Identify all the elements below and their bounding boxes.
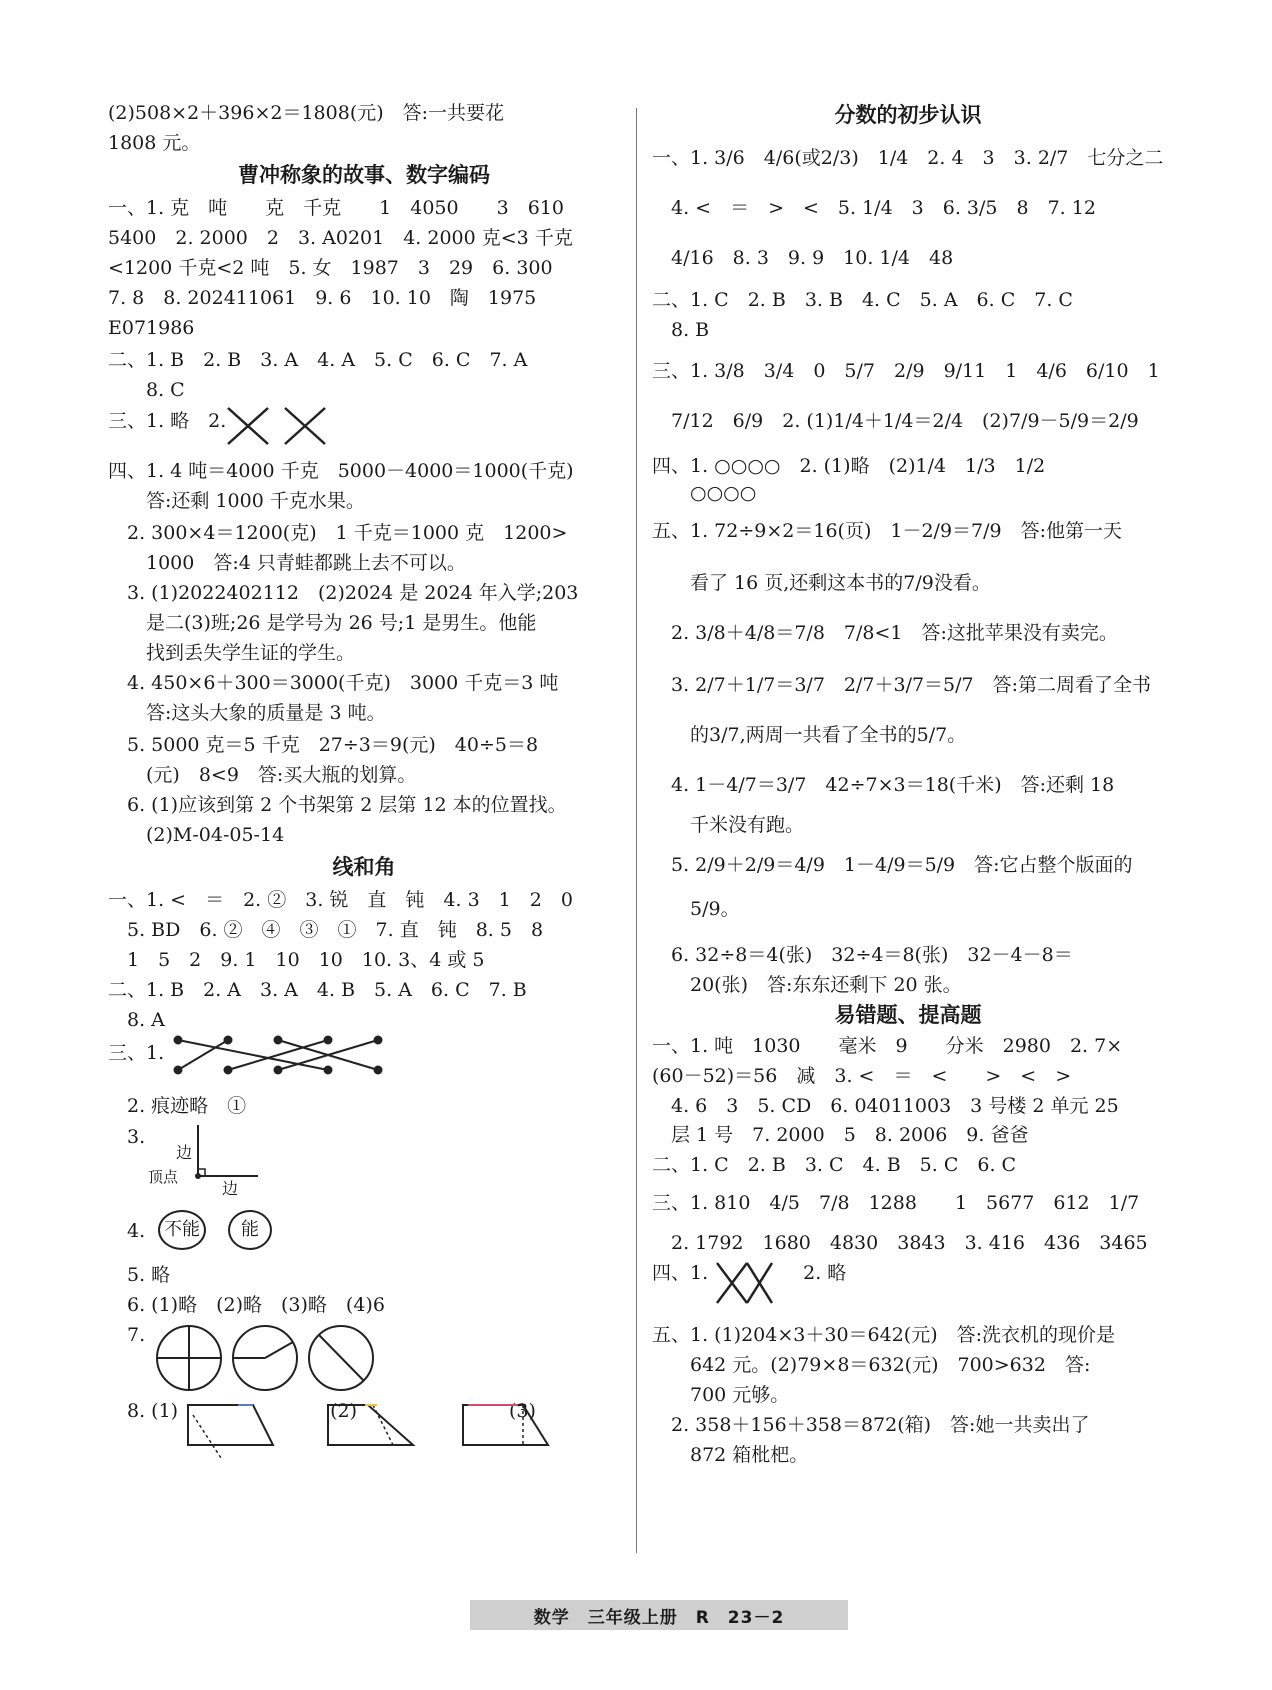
text-line: 3. (1)2022402112 (2)2024 是 2024 年入学;203 xyxy=(108,582,579,604)
section-title-fractions: 分数的初步认识 xyxy=(834,103,982,127)
text-line: 642 元。(2)79×8＝632(元) 700>632 答: xyxy=(652,1354,1091,1376)
text-line: 的3/7,两周一共看了全书的5/7。 xyxy=(652,724,967,746)
text-line: 一、1. < ＝ 2. ② 3. 锐 直 钝 4. 3 1 2 0 xyxy=(108,889,573,911)
text-line: 三、1. 略 2. xyxy=(108,410,227,432)
text-line: 2. 1792 1680 4830 3843 3. 416 436 3465 xyxy=(652,1232,1148,1254)
text-line: 4. 1－4/7＝3/7 42÷7×3＝18(千米) 答:还剩 18 xyxy=(652,774,1115,796)
text-line: 4. xyxy=(108,1220,146,1242)
text-line: 五、1. (1)204×3＋30＝642(元) 答:洗衣机的现价是 xyxy=(652,1324,1116,1346)
angle-edge-label: 边 xyxy=(176,1143,193,1162)
text-line: ○○○○ xyxy=(652,482,757,504)
text-line: 7. xyxy=(108,1324,146,1346)
text-line: 2. 300×4＝1200(克) 1 千克＝1000 克 1200> xyxy=(108,522,568,544)
text-line: 一、1. 吨 1030 毫米 9 分米 2980 2. 7× xyxy=(652,1035,1123,1057)
text-line: 2. 痕迹略 ① xyxy=(108,1095,247,1117)
text-line: 1 5 2 9. 1 10 10 10. 3、4 或 5 xyxy=(108,949,485,971)
text-line: 3. 2/7＋1/7＝3/7 2/7＋3/7＝5/7 答:第二周看了全书 xyxy=(652,674,1152,696)
text-line: 二、1. C 2. B 3. C 4. B 5. C 6. C xyxy=(652,1154,1017,1176)
column-divider xyxy=(636,108,637,1553)
text-line: 7/12 6/9 2. (1)1/4＋1/4＝2/4 (2)7/9－5/9＝2/9 xyxy=(652,410,1139,432)
text-line: 四、1. ○○○○ 2. (1)略 (2)1/4 1/3 1/2 xyxy=(652,455,1046,477)
matching-lines-figure xyxy=(712,1258,782,1308)
text-line: (元) 8<9 答:买大瓶的划算。 xyxy=(108,764,417,786)
text-line: 层 1 号 7. 2000 5 8. 2006 9. 爸爸 xyxy=(652,1124,1029,1146)
text-line: 4. 6 3 5. CD 6. 04011003 3 号楼 2 单元 25 xyxy=(652,1095,1119,1117)
cross-lines-figure xyxy=(223,404,333,448)
text-line: 7. 8 8. 202411061 9. 6 10. 10 陶 1975 xyxy=(108,287,537,309)
text-line: 四、1. 4 吨＝4000 千克 5000－4000＝1000(千克) xyxy=(108,460,574,482)
text-line: 2. 358＋156＋358＝872(箱) 答:她一共卖出了 xyxy=(652,1414,1090,1436)
section-title-cao-chong: 曹冲称象的故事、数字编码 xyxy=(238,163,490,187)
text-line: 5400 2. 2000 2 3. A0201 4. 2000 克<3 千克 xyxy=(108,227,573,249)
text-line: 四、1. 2. 略 xyxy=(652,1262,847,1284)
text-line: 4/16 8. 3 9. 9 10. 1/4 48 xyxy=(652,247,954,269)
text-line: 6. (1)略 (2)略 (3)略 (4)6 xyxy=(108,1294,385,1316)
text-line: 5. 5000 克＝5 千克 27÷3＝9(元) 40÷5＝8 xyxy=(108,734,539,756)
text-line: 三、1. 810 4/5 7/8 1288 1 5677 612 1/7 xyxy=(652,1192,1140,1214)
circle-division-figure xyxy=(153,1322,383,1394)
text-line: 找到丢失学生证的学生。 xyxy=(108,642,356,664)
trapezoid-figure xyxy=(183,1400,583,1460)
text-line: 8. C xyxy=(108,379,185,401)
text-line: 一、1. 3/6 4/6(或2/3) 1/4 2. 4 3 3. 2/7 七分之二 xyxy=(652,147,1164,169)
text-line: 答:这头大象的质量是 3 吨。 xyxy=(108,702,386,724)
text-line: 1808 元。 xyxy=(108,132,201,154)
text-line: 5/9。 xyxy=(652,898,740,920)
text-line: 二、1. B 2. A 3. A 4. B 5. A 6. C 7. B xyxy=(108,979,527,1001)
page-footer: 数学 三年级上册 R 23－2 xyxy=(470,1600,848,1630)
text-line: 6. (1)应该到第 2 个书架第 2 层第 12 本的位置找。 xyxy=(108,794,567,816)
text-line: 三、1. xyxy=(108,1042,165,1064)
text-line: <1200 千克<2 吨 5. 女 1987 3 29 6. 300 xyxy=(108,257,553,279)
angle-edge-label: 边 xyxy=(222,1179,239,1198)
text-line: 是二(3)班;26 是学号为 26 号;1 是男生。他能 xyxy=(108,612,537,634)
text-line: 千米没有跑。 xyxy=(652,814,805,836)
text-line: 一、1. 克 吨 克 千克 1 4050 3 610 xyxy=(108,197,564,219)
text-line: 二、1. C 2. B 3. B 4. C 5. A 6. C 7. C xyxy=(652,289,1073,311)
text-line: 6. 32÷8＝4(张) 32÷4＝8(张) 32－4－8＝ xyxy=(652,944,1073,966)
text-line: 2. 3/8＋4/8＝7/8 7/8<1 答:这批苹果没有卖完。 xyxy=(652,622,1118,644)
text-line: 20(张) 答:东东还剩下 20 张。 xyxy=(652,974,962,996)
text-line: 三、1. 3/8 3/4 0 5/7 2/9 9/11 1 4/6 6/10 1 xyxy=(652,360,1160,382)
text-line: 4. < ＝ > < 5. 1/4 3 6. 3/5 8 7. 12 xyxy=(652,197,1096,219)
text-line: (2)M-04-05-14 xyxy=(108,824,285,846)
text-line: 4. 450×6＋300＝3000(千克) 3000 千克＝3 吨 xyxy=(108,672,559,694)
text-line: 看了 16 页,还剩这本书的7/9没看。 xyxy=(652,572,991,594)
text-line: 3. xyxy=(108,1126,146,1148)
text-line: 5. 2/9＋2/9＝4/9 1－4/9＝5/9 答:它占整个版面的 xyxy=(652,854,1133,876)
section-title-mistakes: 易错题、提高题 xyxy=(834,1003,982,1027)
text-line: 五、1. 72÷9×2＝16(页) 1－2/9＝7/9 答:他第一天 xyxy=(652,520,1123,542)
text-line: 二、1. B 2. B 3. A 4. A 5. C 6. C 7. A xyxy=(108,349,528,371)
angle-figure xyxy=(148,1120,268,1200)
angle-vertex-label: 顶点 xyxy=(148,1168,179,1186)
circled-answer-no: 不能 xyxy=(158,1210,206,1250)
text-line: E071986 xyxy=(108,317,195,339)
circled-answer-yes: 能 xyxy=(228,1210,272,1250)
text-line: 700 元够。 xyxy=(652,1384,790,1406)
text-line: 5. 略 xyxy=(108,1264,171,1286)
line-matching-figure xyxy=(168,1030,428,1080)
text-line: 1000 答:4 只青蛙都跳上去不可以。 xyxy=(108,552,466,574)
section-title-lines-angles: 线和角 xyxy=(332,855,396,879)
text-line: 5. BD 6. ② ④ ③ ① 7. 直 钝 8. 5 8 xyxy=(108,919,544,941)
text-line: (60－52)＝56 减 3. < ＝ < > < > xyxy=(652,1065,1072,1087)
text-line: 8. (1) (2) (3) xyxy=(108,1400,536,1422)
text-line: 8. A xyxy=(108,1009,165,1031)
text-line: (2)508×2＋396×2＝1808(元) 答:一共要花 xyxy=(108,102,505,124)
text-line: 872 箱枇杷。 xyxy=(652,1444,809,1466)
text-line: 答:还剩 1000 千克水果。 xyxy=(108,490,365,512)
text-line: 8. B xyxy=(652,319,710,341)
